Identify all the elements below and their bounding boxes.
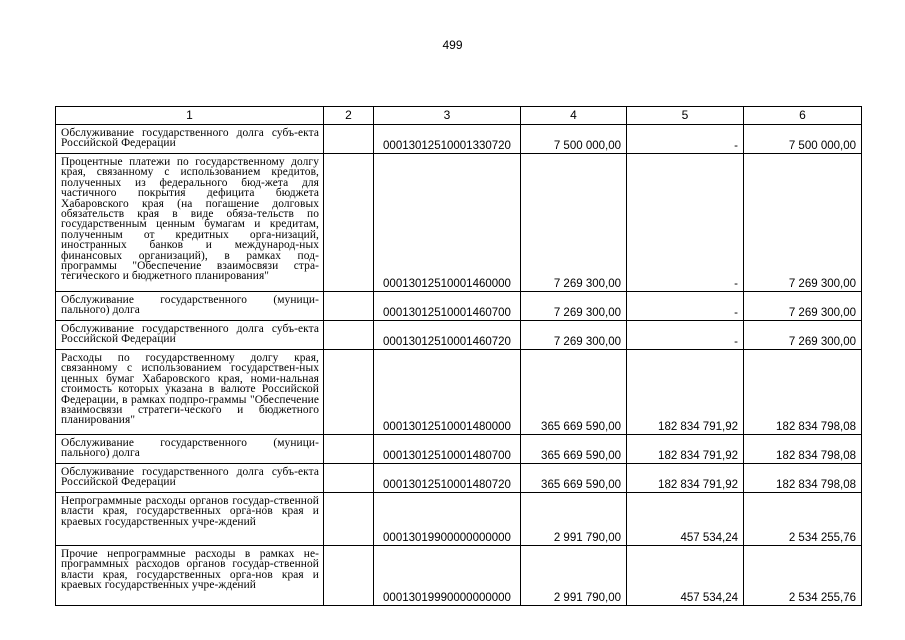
row-value-5: 182 834 791,92 [627, 350, 744, 435]
row-description: Расходы по государственному долгу края, связанному с использованием государствен-ных ценных бумаг Хабаровского края, номи-нальная стоимость которых указана в валюте Российской Федерации, в рамках подпро-граммы "Обеспечение взаимосвязи стратеги-ческого и бюджетного планирования" [56, 350, 324, 435]
row-value-6: 182 834 798,08 [744, 464, 862, 493]
row-value-6: 2 534 255,76 [744, 546, 862, 606]
row-value-4: 365 669 590,00 [521, 350, 627, 435]
row-description: Обслуживание государственного долга субъ-екта Российской Федерации [56, 125, 324, 154]
row-col2 [324, 125, 374, 154]
row-value-6: 7 500 000,00 [744, 125, 862, 154]
budget-table [55, 106, 862, 606]
row-value-5: 182 834 791,92 [627, 435, 744, 464]
header-col-1: 1 [56, 107, 324, 125]
row-value-4: 7 269 300,00 [521, 154, 627, 292]
row-col2 [324, 435, 374, 464]
row-description: Обслуживание государственного (муници-пального) долга [56, 435, 324, 464]
row-value-5: - [627, 154, 744, 292]
header-col-5: 5 [627, 107, 744, 125]
row-col2 [324, 546, 374, 606]
row-col2 [324, 292, 374, 321]
row-code: 00013012510001480720 [374, 464, 521, 493]
table-row [56, 154, 862, 292]
table-row [56, 464, 862, 493]
row-code: 00013012510001480700 [374, 435, 521, 464]
row-description: Обслуживание государственного долга субъ-екта Российской Федерации [56, 464, 324, 493]
row-col2 [324, 493, 374, 546]
row-col2 [324, 321, 374, 350]
row-value-6: 7 269 300,00 [744, 321, 862, 350]
row-col2 [324, 464, 374, 493]
row-code: 00013012510001330720 [374, 125, 521, 154]
table-row [56, 125, 862, 154]
row-description: Процентные платежи по государственному долгу края, связанному с использованием кредитов, полученных из федерального бюд-жета для частичного покрытия дефицита бюджета Хабаровского края (на погашение долговых обязательств края в виде обяза-тельств по государственным ценным бумагам и кредитам, полученным от кредитных орга-низаций, иностранных банков и международ-ных финансовых организаций), в рамках под-программы "Обеспечение взаимосвязи стра-тегического и бюджетного планирования" [56, 154, 324, 292]
table-row [56, 350, 862, 435]
page-number: 499 [442, 38, 463, 52]
row-value-6: 182 834 798,08 [744, 435, 862, 464]
row-value-5: - [627, 125, 744, 154]
row-value-5: 457 534,24 [627, 493, 744, 546]
header-col-2: 2 [324, 107, 374, 125]
table-row [56, 292, 862, 321]
row-value-6: 7 269 300,00 [744, 154, 862, 292]
table-row [56, 321, 862, 350]
row-value-4: 2 991 790,00 [521, 546, 627, 606]
header-col-6: 6 [744, 107, 862, 125]
row-description: Прочие непрограммные расходы в рамках не-программных расходов органов государ-ственной власти края, государственных орга-нов края и краевых государственных учре-ждений [56, 546, 324, 606]
row-value-5: - [627, 292, 744, 321]
row-value-4: 7 269 300,00 [521, 292, 627, 321]
row-value-4: 7 500 000,00 [521, 125, 627, 154]
row-value-4: 7 269 300,00 [521, 321, 627, 350]
header-col-3: 3 [374, 107, 521, 125]
row-value-5: 457 534,24 [627, 546, 744, 606]
row-col2 [324, 154, 374, 292]
row-code: 00013012510001460720 [374, 321, 521, 350]
header-row [56, 107, 862, 125]
row-code: 00013012510001460700 [374, 292, 521, 321]
row-value-6: 7 269 300,00 [744, 292, 862, 321]
table-row [56, 493, 862, 546]
row-code: 00013019900000000000 [374, 493, 521, 546]
row-description: Обслуживание государственного (муници-пального) долга [56, 292, 324, 321]
row-value-5: 182 834 791,92 [627, 464, 744, 493]
header-col-4: 4 [521, 107, 627, 125]
row-value-4: 365 669 590,00 [521, 435, 627, 464]
table-row [56, 435, 862, 464]
row-description: Обслуживание государственного долга субъ-екта Российской Федерации [56, 321, 324, 350]
row-value-4: 365 669 590,00 [521, 464, 627, 493]
row-value-6: 182 834 798,08 [744, 350, 862, 435]
row-value-4: 2 991 790,00 [521, 493, 627, 546]
table-row [56, 546, 862, 606]
row-value-5: - [627, 321, 744, 350]
row-value-6: 2 534 255,76 [744, 493, 862, 546]
row-code: 00013019990000000000 [374, 546, 521, 606]
row-description: Непрограммные расходы органов государ-ственной власти края, государственных орга-нов края и краевых государственных учре-ждений [56, 493, 324, 546]
row-code: 00013012510001460000 [374, 154, 521, 292]
row-col2 [324, 350, 374, 435]
row-code: 00013012510001480000 [374, 350, 521, 435]
